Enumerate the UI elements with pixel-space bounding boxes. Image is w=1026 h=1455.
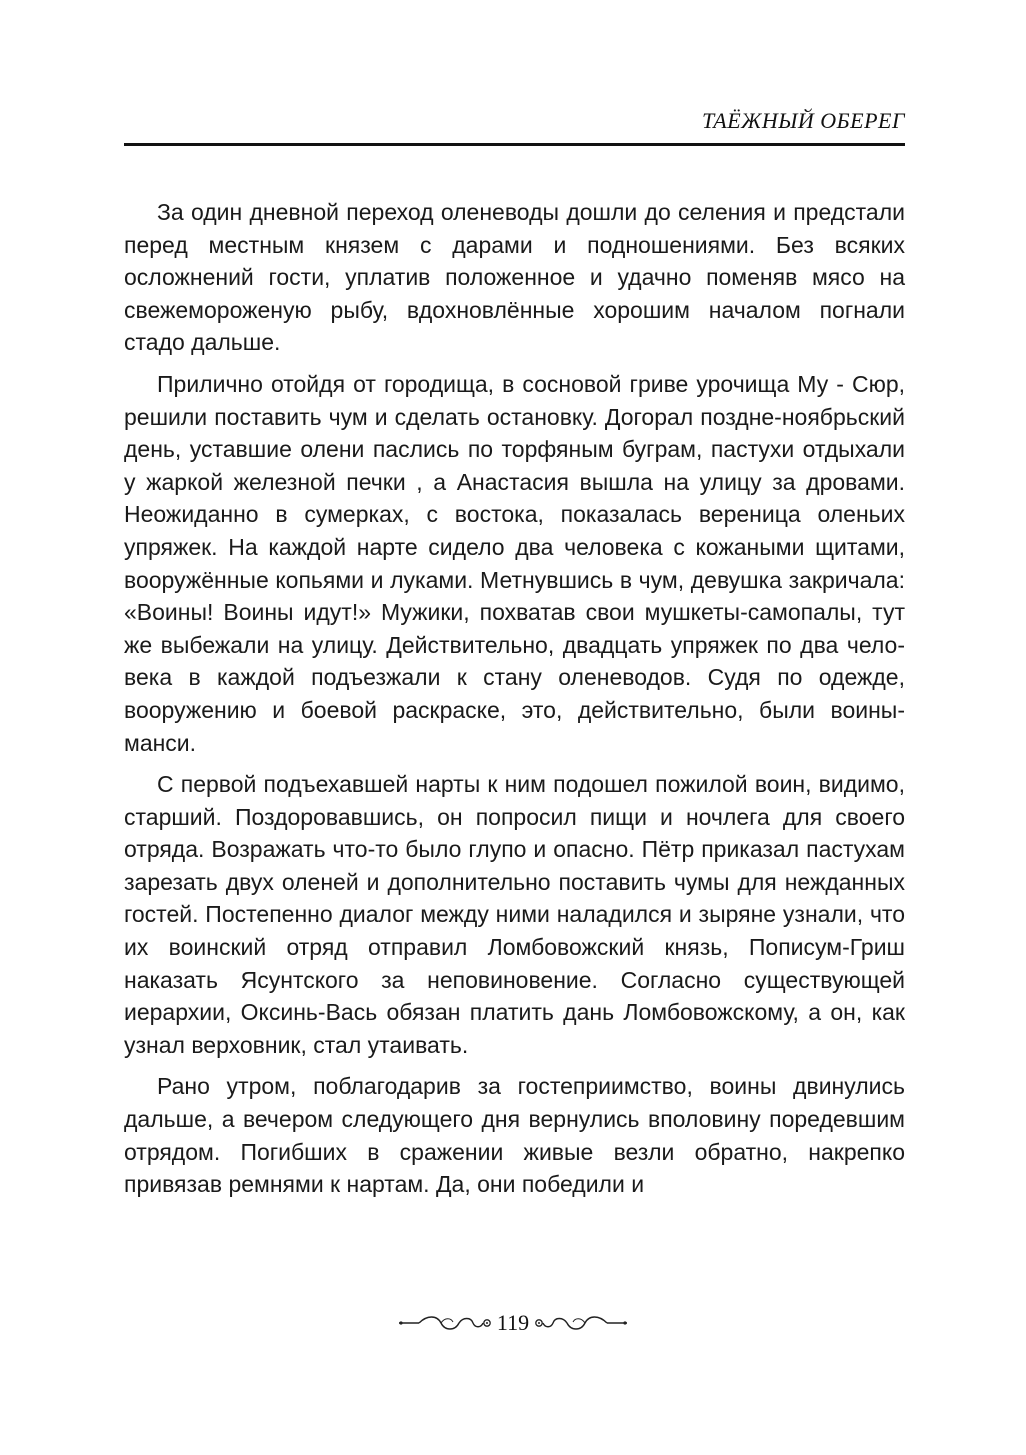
page-footer — [0, 1312, 1026, 1334]
page-number: 119 — [496, 1310, 530, 1335]
paragraph-2: Прилично отойдя от городища, в сосновой гриве урочища Му - Сюр, решили поставить чум и сделать остановку. Догорал поздне-ноябрьский день, уставшие олени паслись по торфяным буграм, пастухи отдыхали у жаркой железной печки , а Анастасия вышла на улицу за дровами. Неожиданно в сумерках, с востока, показалась вереница оленьих упряжек. На каждой нарте сидело два человека с кожаными щитами, вооружённые копьями и луками. Метнувшись в чум, девушка закричала: «Воины! Воины идут!» Мужики, похватав свои мушкеты-самопалы, тут же выбежали на улицу. Действительно, двадцать упряжек по два человека в каждой подъезжали к стану оленеводов. Судя по одежде, вооружению и боевой раскраске, это, действительно, были воины-манси. — [124, 370, 905, 756]
header-rule — [124, 143, 905, 146]
paragraph-3: С первой подъехавшей нарты к ним подошел пожилой воин, видимо, старший. Поздоровавшись, он попросил пищи и ночлега для своего отряда. Возражать что-то было глупо и опасно. Пётр приказал пастухам зарезать двух оленей и дополнительно поставить чумы для нежданных гостей. Постепенно диалог между ними наладился и зыряне узнали, что их воинский отряд отправил Ломбовожский князь, Пописум-Гриш наказать Ясунтского за неповиновение. Согласно существующей иерархии, Оксинь-Вась обязан платить дань Ломбовожскому, а он, как узнал верховник, стал утаивать. — [124, 771, 905, 1058]
ornament-right-icon — [533, 1313, 629, 1333]
running-title: ТАЁЖНЫЙ ОБЕРЕГ — [701, 108, 905, 133]
paragraph-4: Рано утром, поблагодарив за гостеприимство, воины двинулись дальше, а вечером следующего дня вернулись вполовину поредевшим отрядом. Погибших в сражении живые везли обратно, накрепко привязав ремнями к нартам. Да, они победили и — [124, 1073, 905, 1198]
paragraph-1: За один дневной переход оленеводы дошли до селения и предстали перед местным князем с дарами и подношениями. Без всяких осложнений гости, уплатив положенное и удачно поменяв мясо на свежемороженую рыбу, вдохновлённые хорошим началом погнали стадо дальше. — [124, 199, 905, 356]
ornament-left-icon — [397, 1313, 493, 1333]
body-text — [124, 196, 905, 1210]
